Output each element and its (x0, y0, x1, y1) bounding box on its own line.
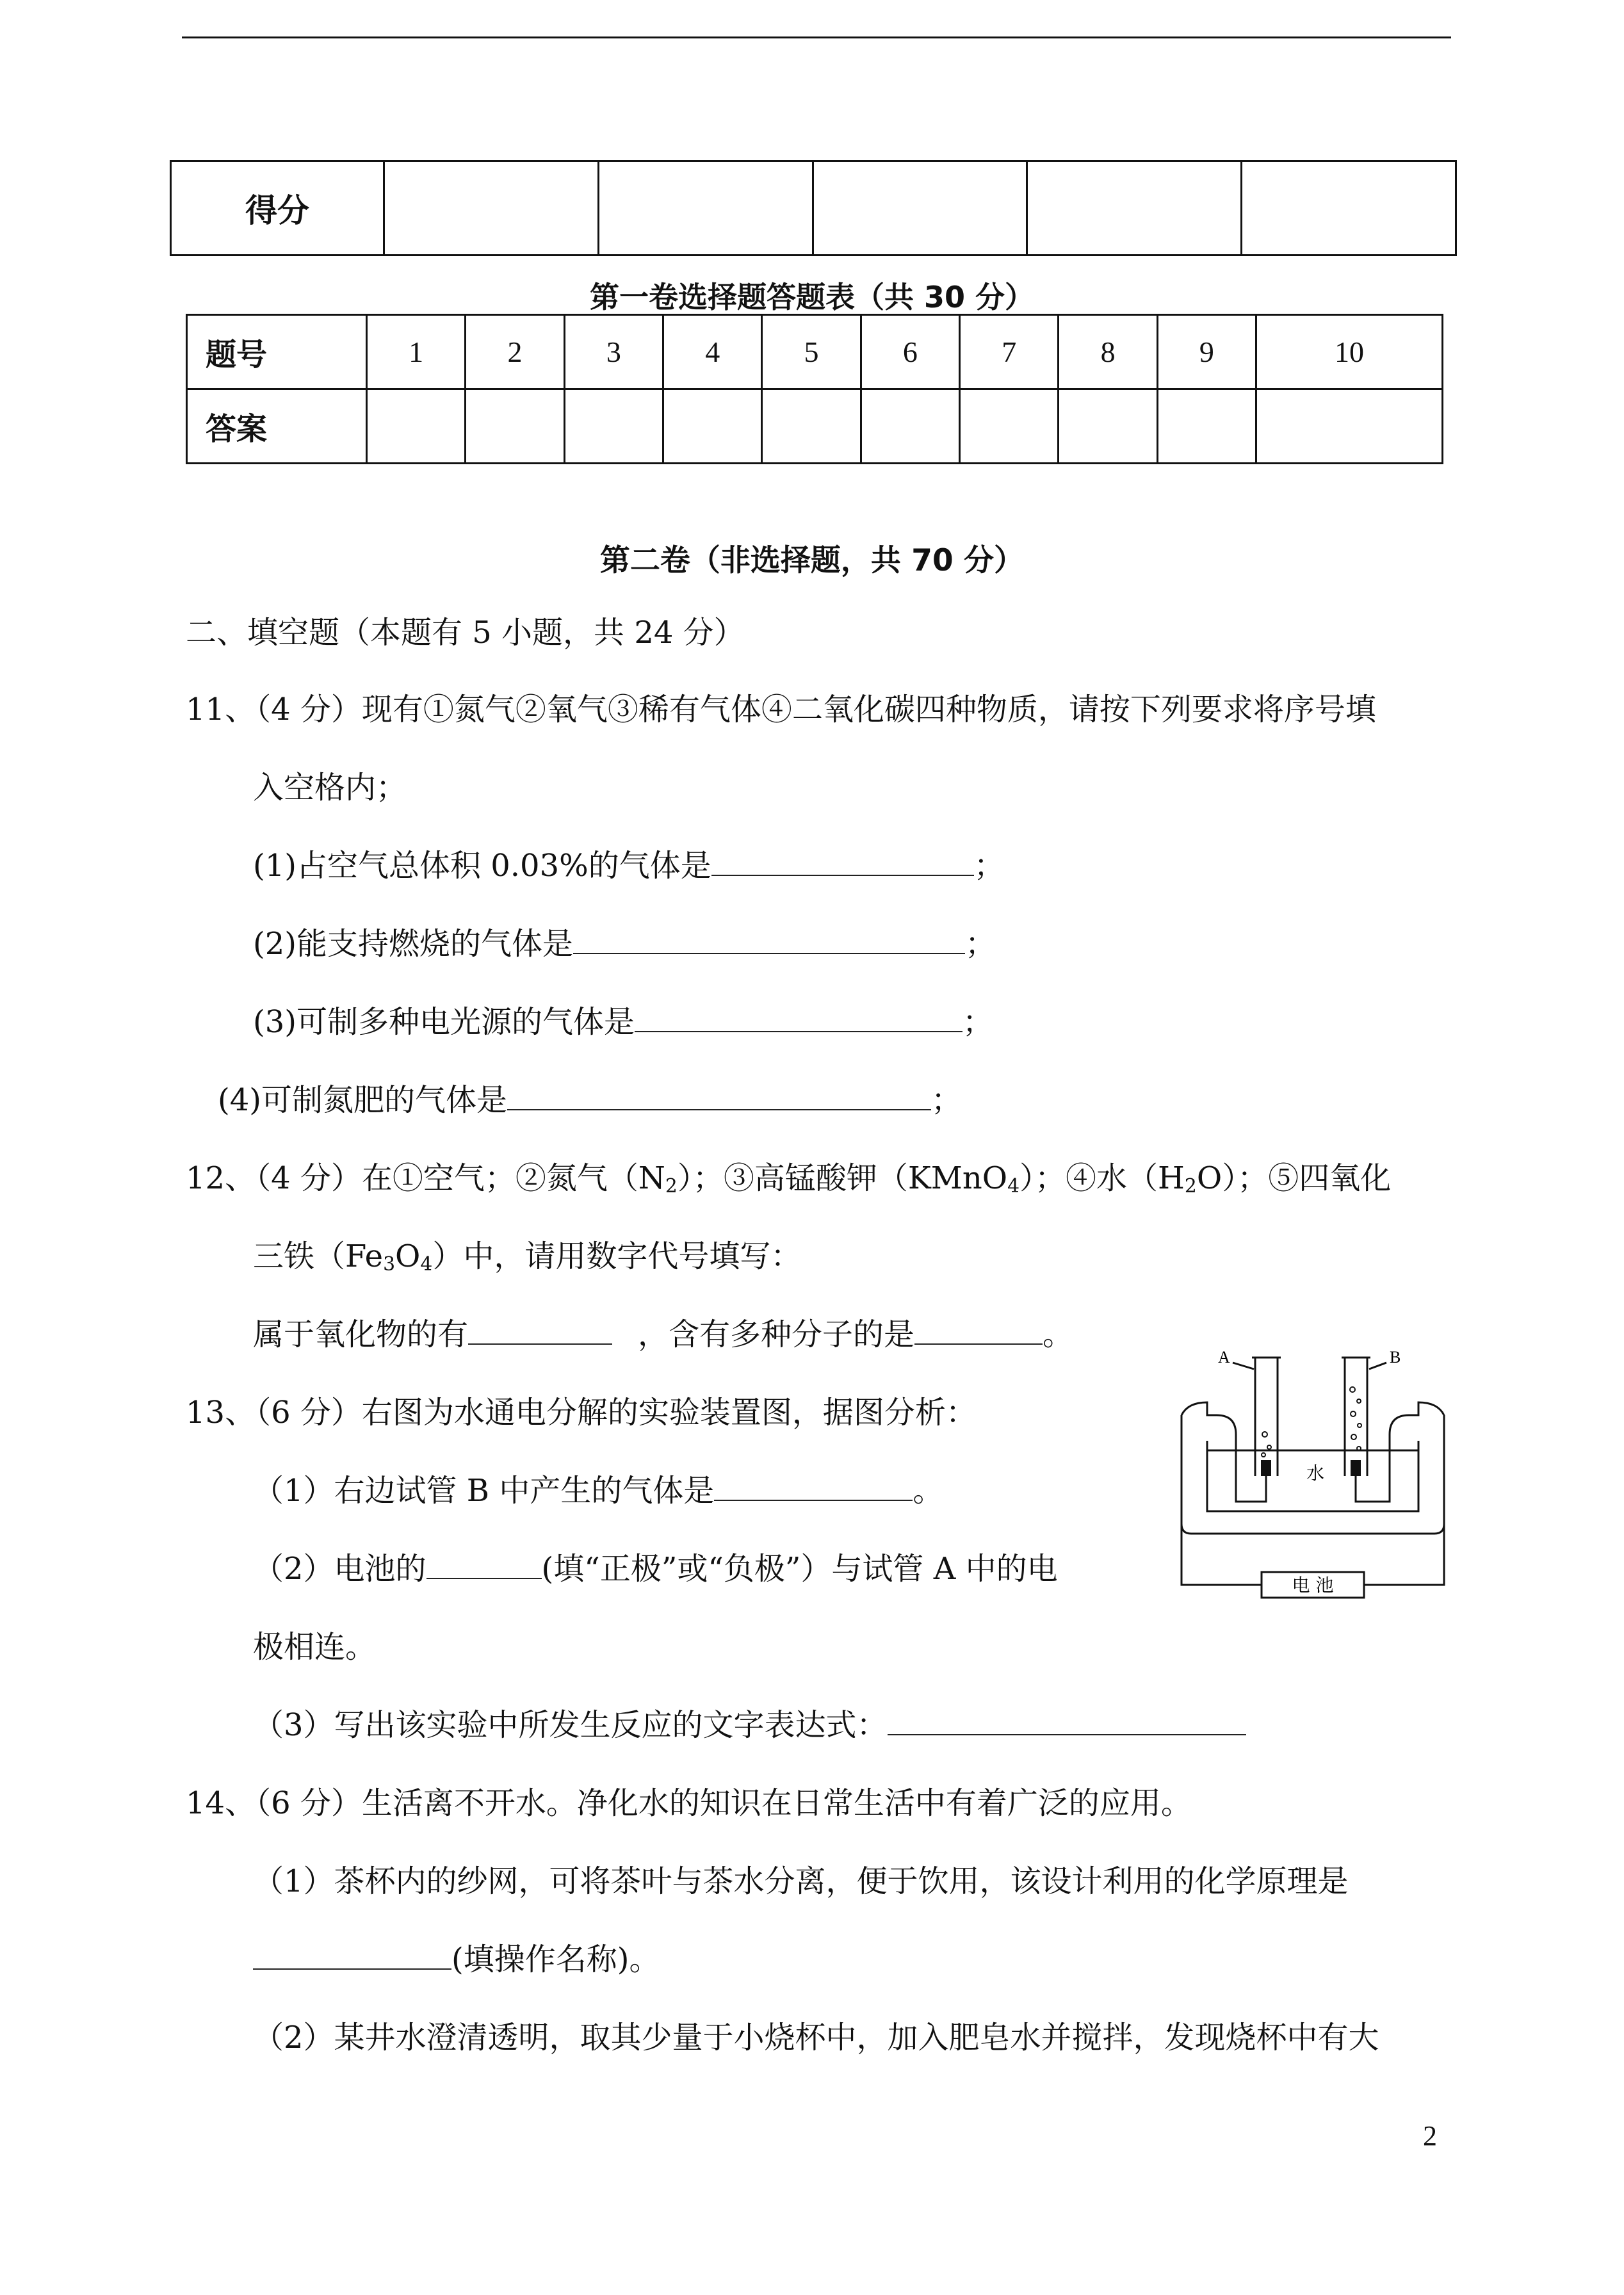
q12-line3 (253, 1315, 1073, 1354)
q13-part1 (253, 1472, 943, 1510)
q11-part2 (253, 925, 996, 963)
section2-title: 二、填空题（本题有 5 小题，共 24 分） (186, 615, 745, 651)
q12-text: 。 (1043, 1317, 1074, 1352)
question-number: 1 (367, 315, 466, 389)
q11-part4-text: (4)可制氮肥的气体是 (218, 1082, 507, 1118)
q11-blank3[interactable] (635, 1005, 962, 1032)
q11-line1: 11、（4 分）现有①氮气②氧气③稀有气体④二氧化碳四种物质，请按下列要求将序号填 (186, 692, 1376, 727)
q13-text: （2）电池的 (253, 1551, 426, 1587)
q11-part4 (218, 1081, 962, 1119)
score-cell[interactable] (384, 161, 599, 255)
answer-cell[interactable] (663, 389, 762, 464)
q14-text: (填操作名称)。 (451, 1942, 660, 1977)
q13-text: （3）写出该实验中所发生反应的文字表达式： (253, 1707, 888, 1743)
q11-part1 (253, 847, 1005, 885)
q12-line2 (253, 1237, 801, 1284)
answer-table (186, 314, 1443, 464)
answer-cell[interactable] (1059, 389, 1157, 464)
electrolysis-figure (1172, 1338, 1447, 1607)
score-cell[interactable] (1242, 161, 1456, 255)
answer-cell[interactable] (960, 389, 1059, 464)
water-label: 水 (1306, 1463, 1325, 1484)
row-label-answer: 答案 (187, 389, 367, 464)
score-cell[interactable] (813, 161, 1027, 255)
q12-text: ，含有多种分子的是 (638, 1317, 915, 1352)
semicolon: ； (962, 1004, 994, 1040)
answer-cell[interactable] (367, 389, 466, 464)
question-number: 8 (1059, 315, 1157, 389)
semicolon: ； (931, 1082, 962, 1118)
table-row (187, 315, 1443, 389)
q14-part2: （2）某井水澄清透明，取其少量于小烧杯中，加入肥皂水并搅拌，发现烧杯中有大 (253, 2020, 1379, 2056)
part2-title: 第二卷（非选择题，共 70 分） (599, 543, 1025, 578)
answer-cell[interactable] (762, 389, 861, 464)
subscript: 2 (1184, 1174, 1197, 1197)
label-a: A (1218, 1348, 1230, 1366)
answer-cell[interactable] (1256, 389, 1443, 464)
electrode-b (1351, 1460, 1361, 1476)
question-number: 10 (1256, 315, 1443, 389)
answer-cell[interactable] (564, 389, 663, 464)
q12-text: ）；④水（H (1019, 1160, 1185, 1196)
subscript: 4 (420, 1253, 433, 1276)
q12-blank1[interactable] (468, 1318, 612, 1345)
score-cell[interactable] (598, 161, 813, 255)
q11-part1-text: (1)占空气总体积 0.03%的气体是 (253, 848, 711, 884)
q13-blank2[interactable] (426, 1552, 542, 1579)
q14-part1: （1）茶杯内的纱网，可将茶叶与茶水分离，便于饮用，该设计利用的化学原理是 (253, 1863, 1349, 1899)
q11-blank2[interactable] (573, 927, 965, 954)
electrode-a (1261, 1460, 1271, 1476)
q12-text: O）；⑤四氧化 (1196, 1160, 1392, 1196)
q13-line1: 13、（6 分）右图为水通电分解的实验装置图，据图分析： (186, 1395, 977, 1431)
score-table (170, 160, 1457, 256)
q12-text: 12、（4 分）在①空气；②氮气（N (186, 1160, 665, 1196)
q14-line1: 14、（6 分）生活离不开水。净化水的知识在日常生活中有着广泛的应用。 (186, 1785, 1192, 1821)
q14-blank1[interactable] (253, 1943, 451, 1970)
header-rule (182, 36, 1451, 38)
table-row (187, 389, 1443, 464)
question-number: 6 (861, 315, 959, 389)
answer-cell[interactable] (1157, 389, 1256, 464)
q11-blank1[interactable] (711, 849, 974, 876)
q13-text: (填“正极”或“负极”）与试管 A 中的电 (541, 1551, 1058, 1587)
row-label-number: 题号 (187, 315, 367, 389)
q11-part3-text: (3)可制多种电光源的气体是 (253, 1004, 635, 1040)
q13-part3 (253, 1706, 1246, 1744)
q13-blank3[interactable] (888, 1708, 1246, 1735)
question-number: 3 (564, 315, 663, 389)
q13-text: （1）右边试管 B 中产生的气体是 (253, 1473, 715, 1509)
q11-line2: 入空格内； (253, 770, 407, 806)
q12-line1 (186, 1159, 1391, 1206)
q13-blank1[interactable] (714, 1474, 913, 1501)
subscript: 4 (1007, 1174, 1020, 1197)
question-number: 2 (466, 315, 564, 389)
question-number: 7 (960, 315, 1059, 389)
semicolon: ； (965, 926, 996, 962)
q13-part2 (253, 1550, 1058, 1588)
question-number: 9 (1157, 315, 1256, 389)
question-number: 4 (663, 315, 762, 389)
q13-part2-cont: 极相连。 (253, 1629, 377, 1665)
subscript: 3 (383, 1253, 396, 1276)
q14-part1-cont (253, 1940, 660, 1979)
label-b: B (1390, 1348, 1401, 1366)
q12-text: 属于氧化物的有 (253, 1317, 469, 1352)
answer-cell[interactable] (466, 389, 564, 464)
q12-text: O (395, 1238, 421, 1274)
q12-text: 三铁（Fe (253, 1238, 384, 1274)
subscript: 2 (665, 1174, 678, 1197)
q11-blank4[interactable] (507, 1083, 931, 1110)
semicolon: ； (973, 848, 1005, 884)
part1-title: 第一卷选择题答题表（共 30 分） (589, 280, 1035, 314)
score-label: 得分 (171, 161, 384, 255)
answer-cell[interactable] (861, 389, 959, 464)
question-number: 5 (762, 315, 861, 389)
q12-text: ）；③高锰酸钾（KMnO (677, 1160, 1008, 1196)
score-cell[interactable] (1027, 161, 1242, 255)
battery-label: 电 池 (1292, 1575, 1334, 1596)
q12-blank2[interactable] (914, 1318, 1043, 1345)
q11-part2-text: (2)能支持燃烧的气体是 (253, 926, 573, 962)
q13-text: 。 (913, 1473, 944, 1509)
page-number: 2 (1423, 2120, 1437, 2152)
q12-text: ）中，请用数字代号填写： (432, 1238, 802, 1274)
q11-part3 (253, 1003, 993, 1041)
